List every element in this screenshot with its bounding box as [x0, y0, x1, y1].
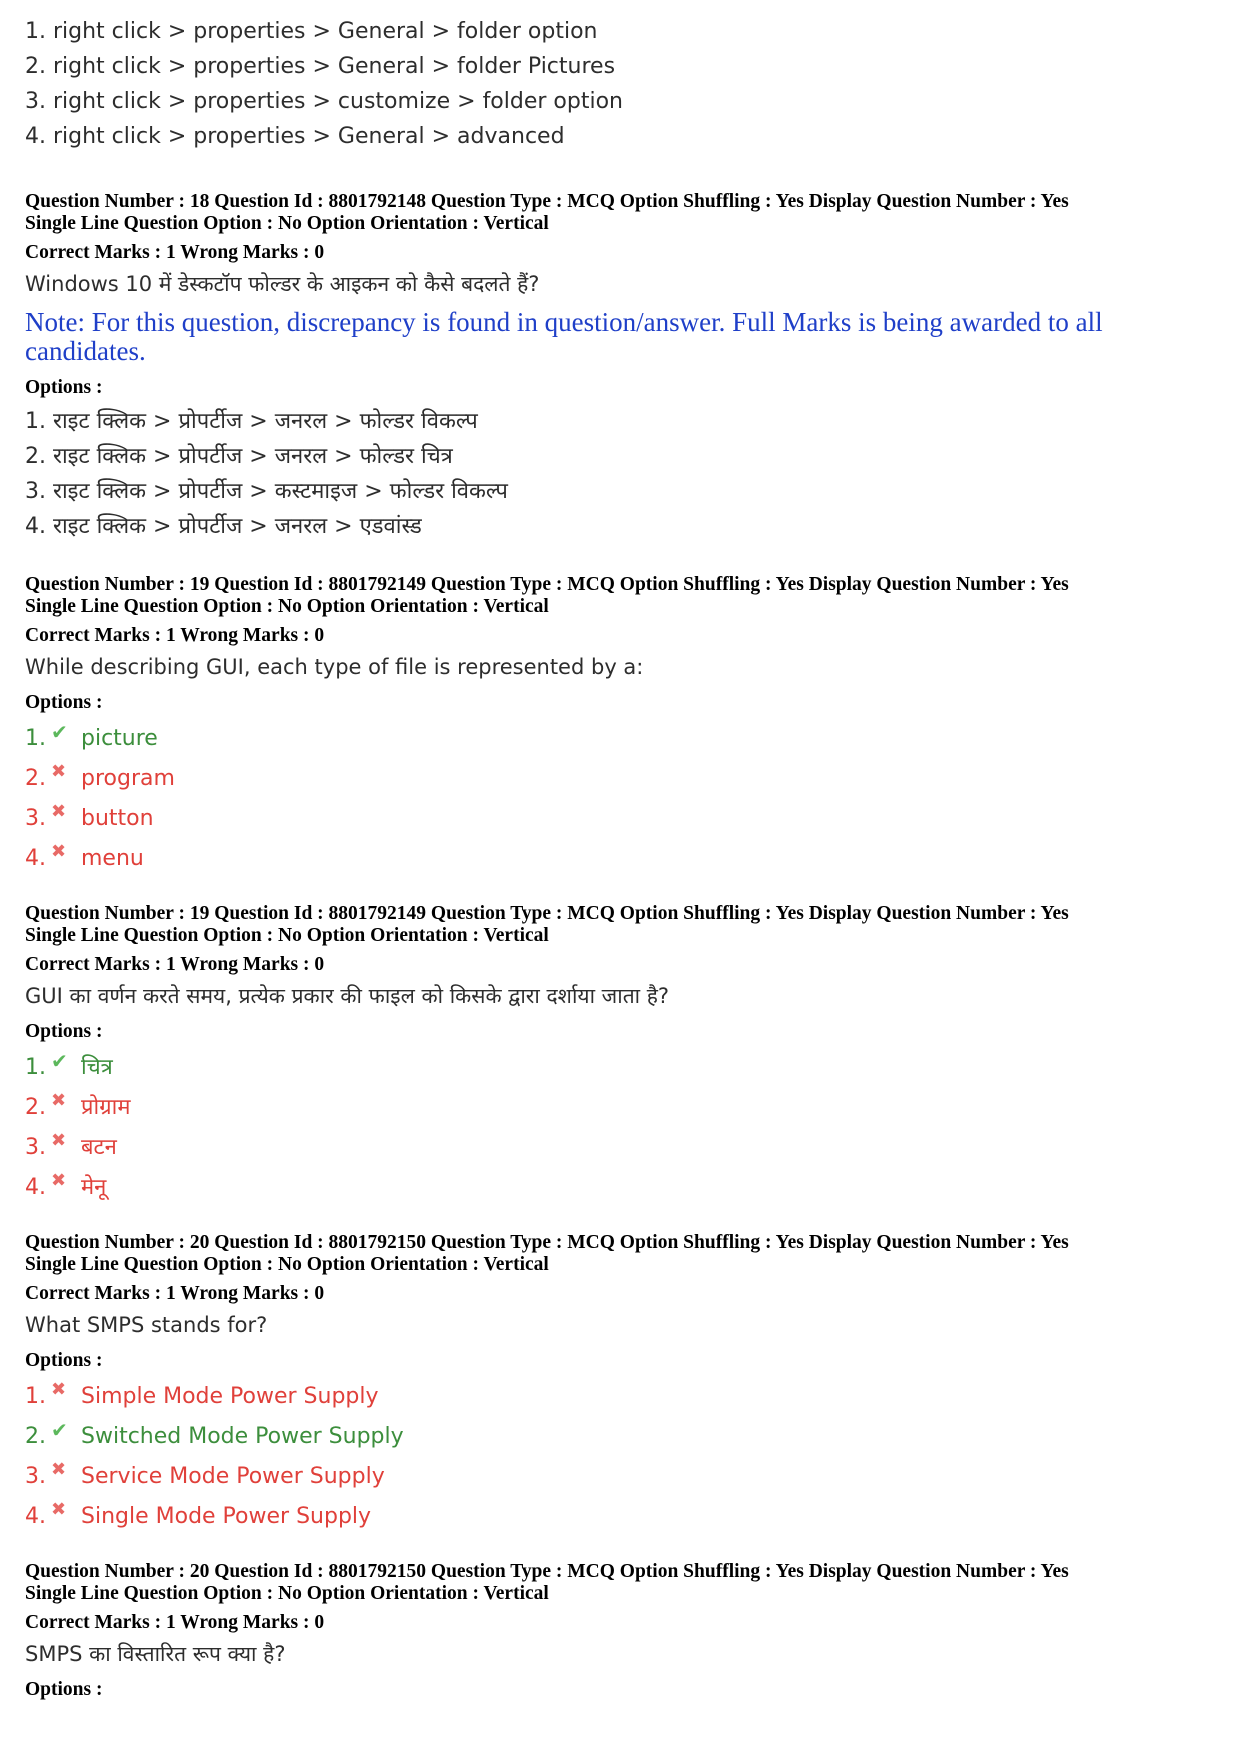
question-block-18	[25, 191, 1215, 544]
option-text: बटन	[81, 1135, 117, 1160]
option-text: Switched Mode Power Supply	[81, 1424, 404, 1449]
options-list	[25, 1048, 1215, 1208]
question-block-19-hi	[25, 903, 1215, 1208]
options-list	[25, 1377, 1215, 1537]
question-meta-line-2: Single Line Question Option : No Option Orientation : Vertical	[25, 925, 549, 946]
question-meta-line-1: Question Number : 20 Question Id : 8801792150 Question Type : MCQ Option Shuffling : Yes Display Question Number : Yes	[25, 1232, 1069, 1253]
question-meta-line-1: Question Number : 18 Question Id : 8801792148 Question Type : MCQ Option Shuffling : Yes Display Question Number : Yes	[25, 191, 1069, 212]
cross-icon: ✖	[51, 1130, 67, 1151]
option-text: menu	[81, 846, 144, 871]
option-item	[25, 719, 1215, 759]
option-text: program	[81, 766, 175, 791]
question-marks: Correct Marks : 1 Wrong Marks : 0	[25, 242, 325, 263]
question-meta-line-1: Question Number : 19 Question Id : 8801792149 Question Type : MCQ Option Shuffling : Yes Display Question Number : Yes	[25, 903, 1069, 924]
question-block-19-en	[25, 574, 1215, 879]
option-number: 4.	[25, 1504, 46, 1529]
options-label: Options :	[25, 1021, 103, 1042]
question-block-20-en	[25, 1232, 1215, 1537]
question-block-20-hi	[25, 1561, 1215, 1702]
option-text: button	[81, 806, 154, 831]
question-meta-line-2: Single Line Question Option : No Option Orientation : Vertical	[25, 1254, 549, 1275]
cross-icon: ✖	[51, 1170, 67, 1191]
option-item	[25, 1377, 1215, 1417]
cross-icon: ✖	[51, 841, 67, 862]
option-item: 3. राइट क्लिक > प्रोपर्टीज > कस्टमाइज > फोल्डर विकल्प	[25, 479, 508, 504]
option-number: 2.	[25, 1424, 46, 1449]
option-item	[25, 1128, 1215, 1168]
option-item	[25, 839, 1215, 879]
option-text: Service Mode Power Supply	[81, 1464, 385, 1489]
question-meta-line-1: Question Number : 20 Question Id : 8801792150 Question Type : MCQ Option Shuffling : Yes Display Question Number : Yes	[25, 1561, 1069, 1582]
options-label: Options :	[25, 1679, 103, 1700]
option-item: 1. right click > properties > General > folder option	[25, 19, 598, 44]
option-number: 4.	[25, 1175, 46, 1200]
cross-icon: ✖	[51, 1499, 67, 1520]
options-list	[25, 404, 1215, 544]
option-item: 2. right click > properties > General > folder Pictures	[25, 54, 616, 79]
cross-icon: ✖	[51, 801, 67, 822]
question-meta-line-2: Single Line Question Option : No Option Orientation : Vertical	[25, 213, 549, 234]
question-text: Windows 10 में डेस्कटॉप फोल्डर के आइकन को कैसे बदलते हैं?	[25, 272, 540, 296]
option-number: 1.	[25, 1055, 46, 1080]
top-options-list	[25, 14, 1215, 154]
option-number: 2.	[25, 1095, 46, 1120]
option-item: 3. right click > properties > customize > folder option	[25, 89, 623, 114]
option-text: मेनू	[81, 1175, 107, 1200]
cross-icon: ✖	[51, 761, 67, 782]
cross-icon: ✖	[51, 1379, 67, 1400]
options-list	[25, 719, 1215, 879]
check-icon: ✔	[51, 1049, 68, 1073]
option-number: 3.	[25, 806, 46, 831]
question-paper-page	[25, 14, 1215, 1702]
question-meta-line-2: Single Line Question Option : No Option Orientation : Vertical	[25, 596, 549, 617]
option-number: 1.	[25, 1384, 46, 1409]
option-item	[25, 799, 1215, 839]
option-item: 2. राइट क्लिक > प्रोपर्टीज > जनरल > फोल्डर चित्र	[25, 444, 453, 469]
question-marks: Correct Marks : 1 Wrong Marks : 0	[25, 1612, 325, 1633]
options-label: Options :	[25, 692, 103, 713]
option-text: picture	[81, 726, 158, 751]
option-number: 3.	[25, 1135, 46, 1160]
option-number: 1.	[25, 726, 46, 751]
option-number: 3.	[25, 1464, 46, 1489]
options-label: Options :	[25, 1350, 103, 1371]
question-marks: Correct Marks : 1 Wrong Marks : 0	[25, 1283, 325, 1304]
question-text: SMPS का विस्तारित रूप क्या है?	[25, 1642, 286, 1666]
option-text: चित्र	[81, 1055, 113, 1080]
option-number: 4.	[25, 846, 46, 871]
cross-icon: ✖	[51, 1090, 67, 1111]
option-item	[25, 759, 1215, 799]
cross-icon: ✖	[51, 1459, 67, 1480]
options-label: Options :	[25, 377, 103, 398]
check-icon: ✔	[51, 1418, 68, 1442]
question-meta-line-2: Single Line Question Option : No Option Orientation : Vertical	[25, 1583, 549, 1604]
question-marks: Correct Marks : 1 Wrong Marks : 0	[25, 954, 325, 975]
discrepancy-note: Note: For this question, discrepancy is found in question/answer. Full Marks is being awarded to all candidates.	[25, 307, 1103, 366]
option-item	[25, 1168, 1215, 1208]
question-text: GUI का वर्णन करते समय, प्रत्येक प्रकार की फाइल को किसके द्वारा दर्शाया जाता है?	[25, 984, 670, 1008]
question-meta-line-1: Question Number : 19 Question Id : 8801792149 Question Type : MCQ Option Shuffling : Yes Display Question Number : Yes	[25, 574, 1069, 595]
option-item: 4. right click > properties > General > advanced	[25, 124, 565, 149]
option-item	[25, 1048, 1215, 1088]
option-item	[25, 1497, 1215, 1537]
option-item: 4. राइट क्लिक > प्रोपर्टीज > जनरल > एडवांस्ड	[25, 514, 422, 539]
question-text: What SMPS stands for?	[25, 1313, 268, 1337]
option-number: 2.	[25, 766, 46, 791]
option-item	[25, 1088, 1215, 1128]
option-text: Single Mode Power Supply	[81, 1504, 372, 1529]
option-item	[25, 1457, 1215, 1497]
question-text: While describing GUI, each type of file is represented by a:	[25, 655, 644, 679]
option-text: प्रोग्राम	[81, 1095, 131, 1120]
option-item: 1. राइट क्लिक > प्रोपर्टीज > जनरल > फोल्डर विकल्प	[25, 409, 478, 434]
option-item	[25, 1417, 1215, 1457]
option-text: Simple Mode Power Supply	[81, 1384, 379, 1409]
question-marks: Correct Marks : 1 Wrong Marks : 0	[25, 625, 325, 646]
check-icon: ✔	[51, 720, 68, 744]
